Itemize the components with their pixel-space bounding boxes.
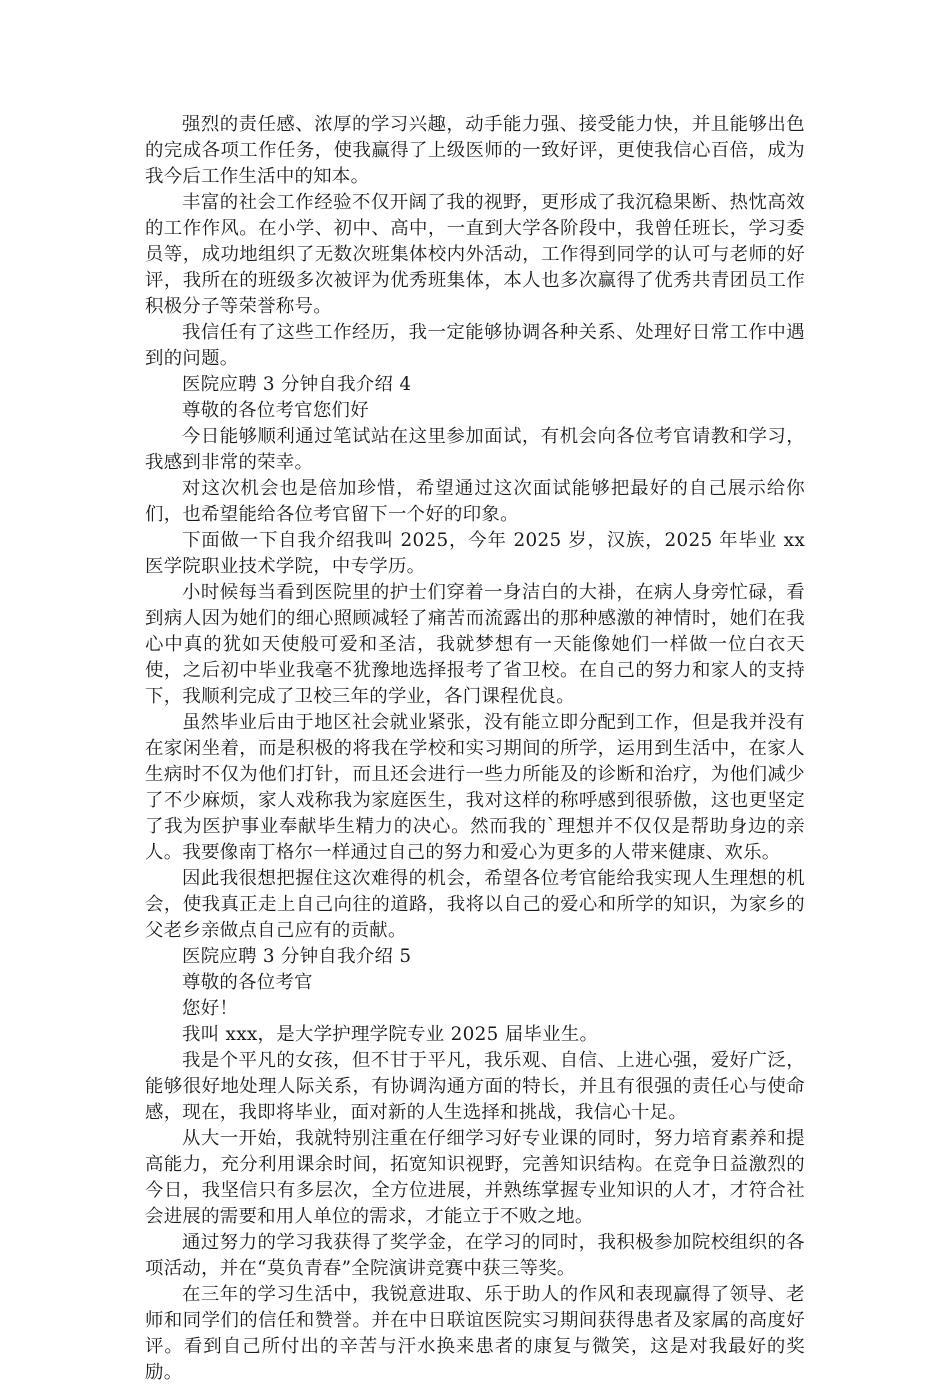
paragraph-scholarship: 通过努力的学习我获得了奖学金，在学习的同时，我积极参加院校组织的各项活动，并在“莫负青春”全院演讲竞赛中获三等奖。 xyxy=(145,1232,805,1279)
paragraph-study: 从大一开始，我就特别注重在仔细学习好专业课的同时，努力培育素养和提高能力，充分利用课余时间，拓宽知识视野，完善知识结构。在竞争日益激烈的今日，我坚信只有多层次，全方位进展，并熟练掌握专业知识的人才，才符合社会进展的需要和用人单位的需求，才能立于不败之地。 xyxy=(145,1128,805,1227)
paragraph-confidence: 我信任有了这些工作经历，我一定能够协调各种关系、处理好日常工作中遇到的问题。 xyxy=(145,322,805,369)
greeting-hello: 您好！ xyxy=(182,998,239,1019)
paragraph-self-introduction: 下面做一下自我介绍我叫 2025，今年 2025 岁，汉族，2025 年毕业 xx 医学院职业技术学院，中专学历。 xyxy=(145,530,805,577)
paragraph-childhood-dream: 小时候每当看到医院里的护士们穿着一身洁白的大褂，在病人身旁忙碌，看到病人因为她们的细心照顾减轻了痛苦而流露出的那种感激的神情时，她们在我心中真的犹如天使般可爱和圣洁，我就梦想有一天能像她们一样做一位白衣天使，之后初中毕业我毫不犹豫地选择报考了省卫校。在自己的努力和家人的支持下，我顺利完成了卫校三年的学业，各门课程优良。 xyxy=(145,582,805,707)
paragraph-honored: 今日能够顺利通过笔试站在这里参加面试，有机会向各位考官请教和学习，我感到非常的荣幸。 xyxy=(145,426,805,473)
paragraph-personality: 我是个平凡的女孩，但不甘于平凡，我乐观、自信、上进心强，爱好广泛，能够很好地处理人际关系，有协调沟通方面的特长，并且有很强的责任心与使命感，现在，我即将毕业，面对新的人生选择和挑战，我信心十足。 xyxy=(145,1050,805,1123)
paragraph-name: 我叫 xxx，是大学护理学院专业 2025 届毕业生。 xyxy=(182,1024,599,1045)
paragraph-three-years: 在三年的学习生活中，我锐意进取、乐于助人的作风和表现赢得了领导、老师和同学们的信任和赞誉。并在中日联谊医院实习期间获得患者及家属的高度好评。看到自己所付出的辛苦与汗水换来患者的康复与微笑，这是对我最好的奖励。 xyxy=(145,1284,805,1383)
greeting-examiners-4: 尊敬的各位考官您们好 xyxy=(182,400,369,421)
paragraph-seize-opportunity: 因此我很想把握住这次难得的机会，希望各位考官能给我实现人生理想的机会，使我真正走上自己向往的道路，我将以自己的爱心和所学的知识，为家乡的父老乡亲做点自己应有的贡献。 xyxy=(145,868,805,941)
paragraph-responsibility: 强烈的责任感、浓厚的学习兴趣，动手能力强、接受能力快，并且能够出色的完成各项工作任务，使我赢得了上级医师的一致好评，更使我信心百倍，成为我今后工作生活中的知本。 xyxy=(145,114,805,187)
document-body xyxy=(145,112,805,1386)
greeting-examiners-5: 尊敬的各位考官 xyxy=(182,972,313,993)
section-title-intro-4: 医院应聘 3 分钟自我介绍 4 xyxy=(182,374,412,395)
paragraph-after-graduation: 虽然毕业后由于地区社会就业紧张，没有能立即分配到工作，但是我并没有在家闲坐着，而是积极的将我在学校和实习期间的所学，运用到生活中，在家人生病时不仅为他们打针，而且还会进行一些力所能及的诊断和治疗，为他们减少了不少麻烦，家人戏称我为家庭医生，我对这样的称呼感到很骄傲，这也更坚定了我为医护事业奉献毕生精力的决心。然而我的`理想并不仅仅是帮助身边的亲人。我要像南丁格尔一样通过自己的努力和爱心为更多的人带来健康、欢乐。 xyxy=(145,712,805,863)
paragraph-social-experience: 丰富的社会工作经验不仅开阔了我的视野，更形成了我沉稳果断、热忱高效的工作作风。在小学、初中、高中，一直到大学各阶段中，我曾任班长，学习委员等，成功地组织了无数次班集体校内外活动，工作得到同学的认可与老师的好评，我所在的班级多次被评为优秀班集体，本人也多次赢得了优秀共青团员工作积极分子等荣誉称号。 xyxy=(145,192,805,317)
paragraph-cherish-opportunity: 对这次机会也是倍加珍惜，希望通过这次面试能够把最好的自己展示给你们，也希望能给各位考官留下一个好的印象。 xyxy=(145,478,805,525)
section-title-intro-5: 医院应聘 3 分钟自我介绍 5 xyxy=(182,946,412,967)
